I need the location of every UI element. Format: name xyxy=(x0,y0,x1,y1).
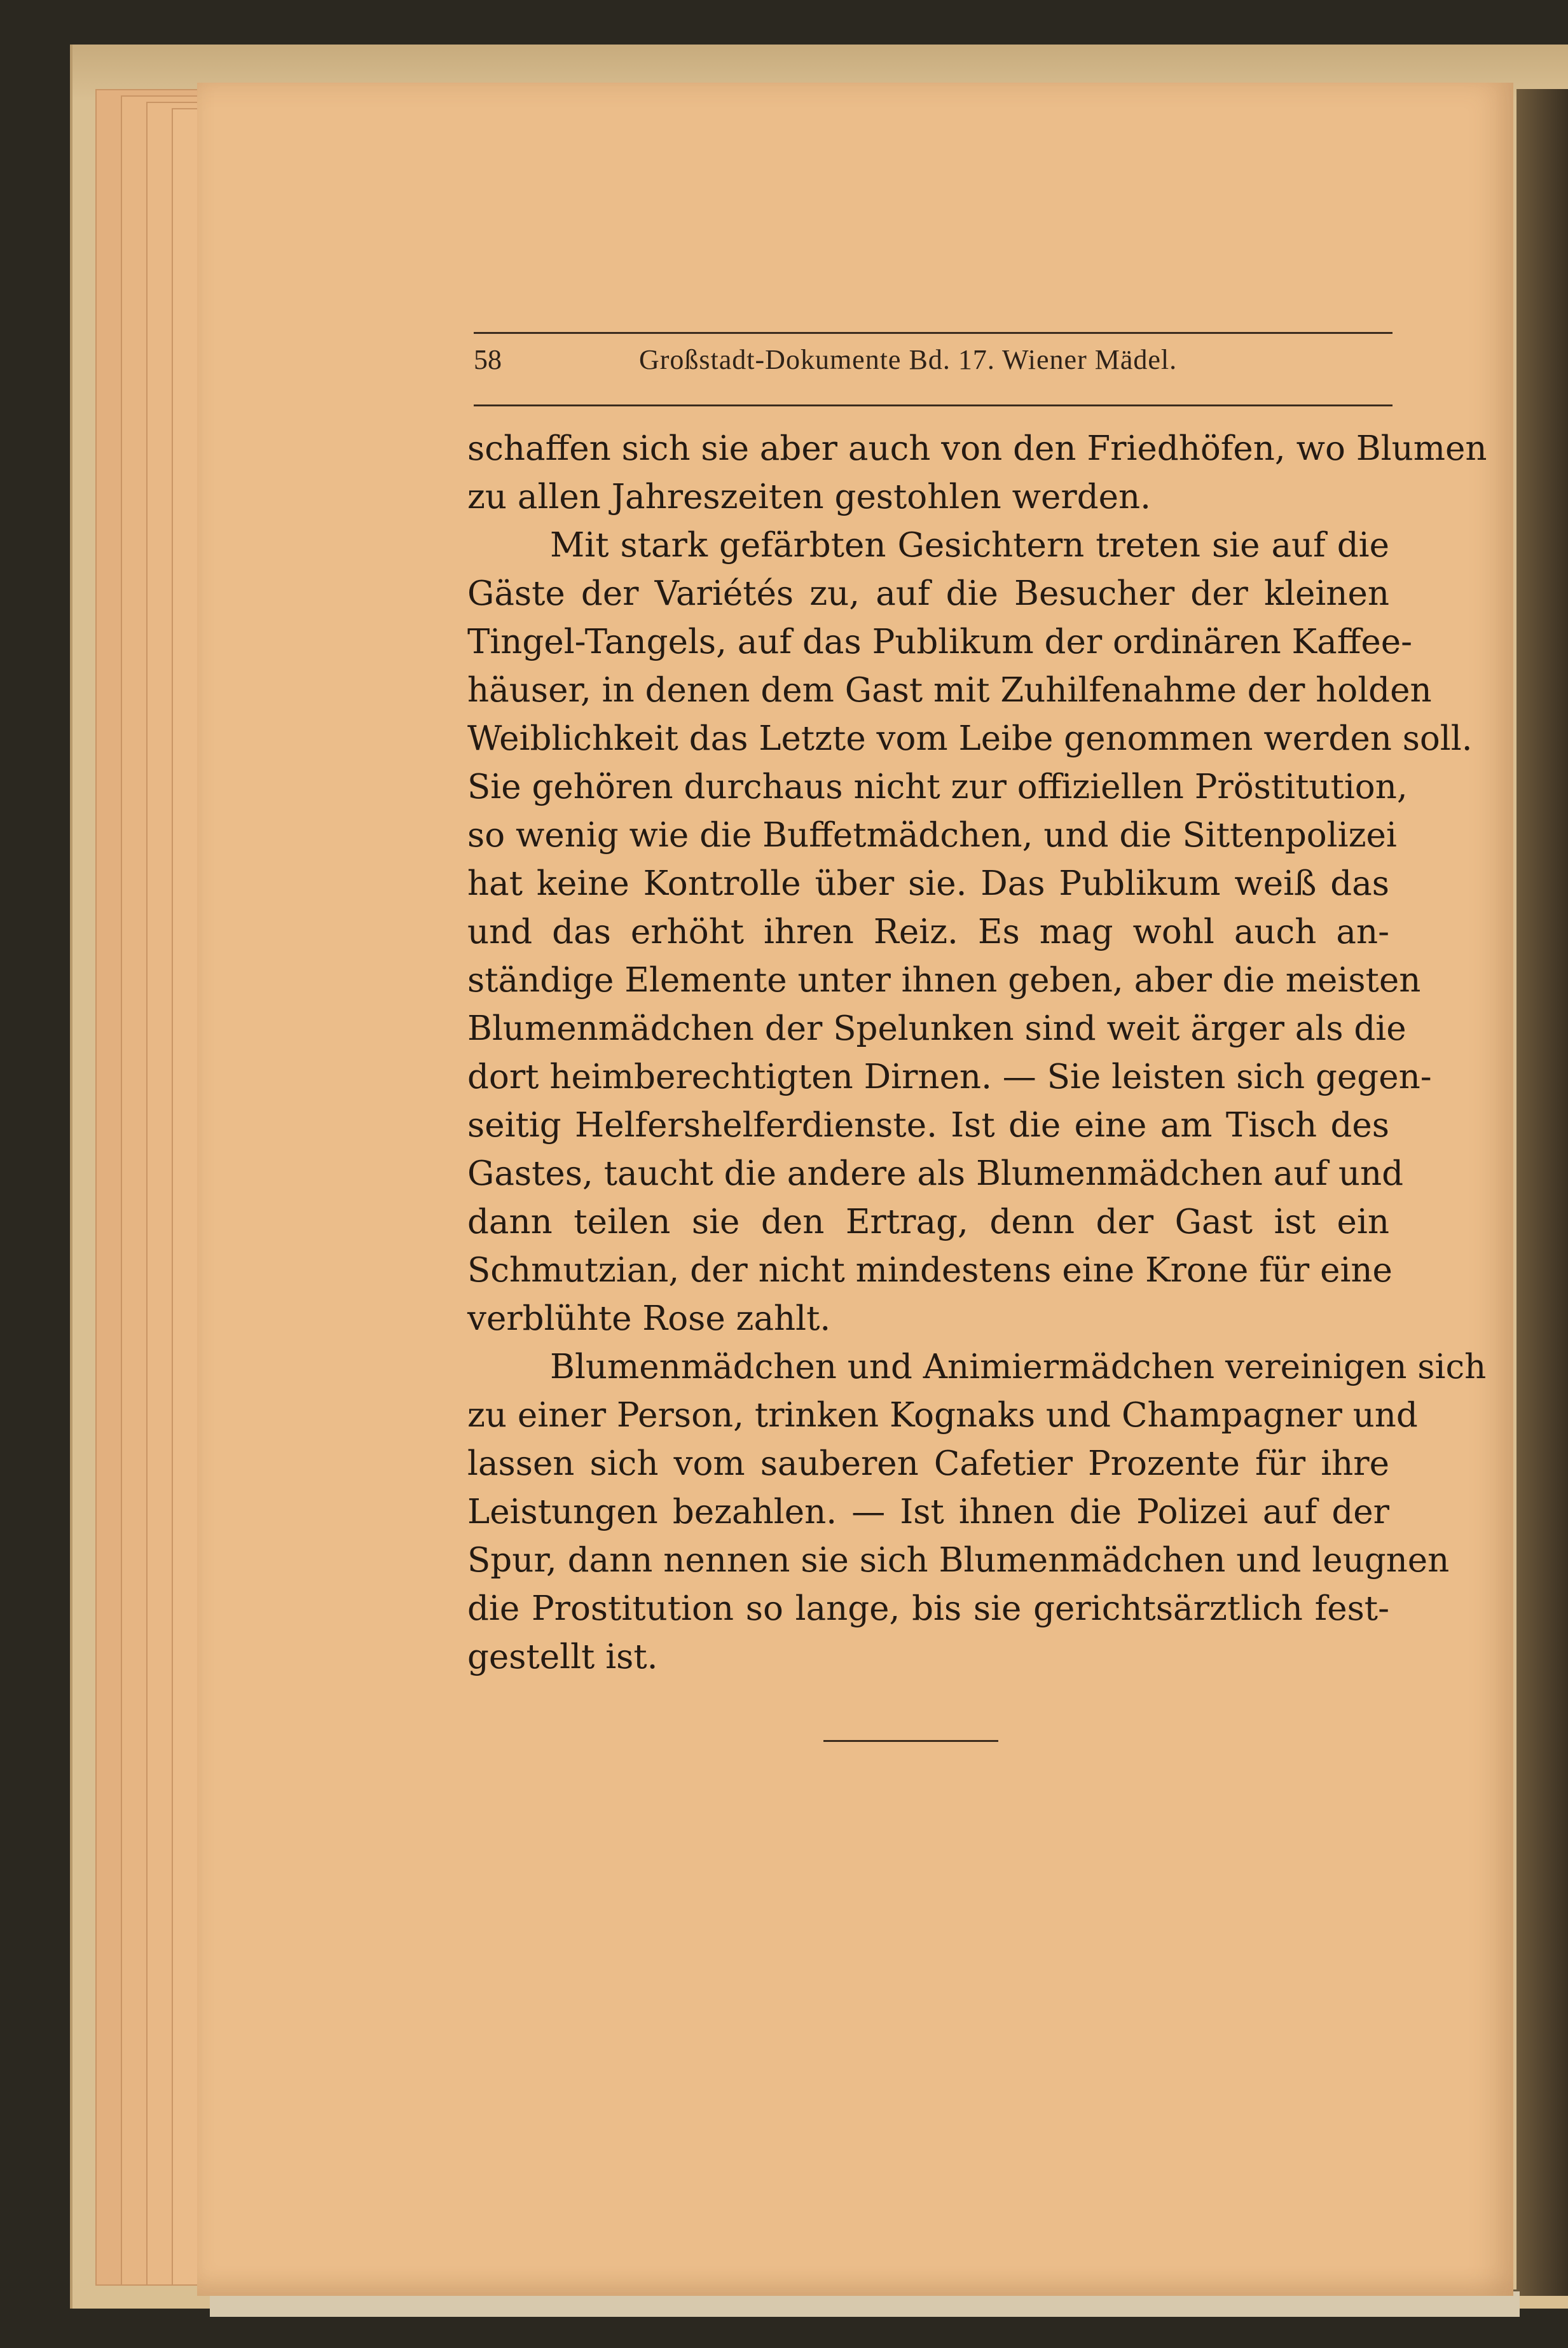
text-line: die Prostitution so lange, bis sie gerichtsärztlich fest- xyxy=(467,1589,1389,1628)
text-line: dort heimberechtigten Dirnen. — Sie leisten sich gegen- xyxy=(467,1058,1432,1096)
text-line: und das erhöht ihren Reiz. Es mag wohl auch an- xyxy=(467,913,1389,951)
text-line: Mit stark gefärbten Gesichtern treten sie auf die xyxy=(550,526,1389,565)
running-title: Großstadt-Dokumente Bd. 17. Wiener Mädel. xyxy=(639,344,1178,375)
binding-shadow xyxy=(1516,89,1568,2296)
text-line: Gäste der Variétés zu, auf die Besucher der kleinen xyxy=(467,574,1389,613)
text-line: Schmutzian, der nicht mindestens eine Krone für eine xyxy=(467,1251,1393,1290)
text-line: Gastes, taucht die andere als Blumenmädchen auf und xyxy=(467,1154,1404,1193)
text-line: Spur, dann nennen sie sich Blumenmädchen und leugnen xyxy=(467,1541,1450,1580)
page-number: 58 xyxy=(474,344,502,375)
text-line: lassen sich vom sauberen Cafetier Prozente für ihre xyxy=(467,1444,1389,1483)
text-line: Sie gehören durchaus nicht zur offiziellen Pröstitution, xyxy=(467,768,1408,806)
header-rule-top xyxy=(474,332,1393,334)
end-rule xyxy=(823,1740,998,1742)
text-line: seitig Helfershelferdienste. Ist die eine am Tisch des xyxy=(467,1106,1389,1145)
text-line: zu einer Person, trinken Kognaks und Champagner und xyxy=(467,1396,1418,1435)
text-line: hat keine Kontrolle über sie. Das Publikum weiß das xyxy=(467,864,1389,903)
text-line: Tingel-Tangels, auf das Publikum der ordinären Kaffee- xyxy=(467,623,1413,661)
text-line: dann teilen sie den Ertrag, denn der Gast ist ein xyxy=(467,1203,1389,1241)
text-line: Blumenmädchen der Spelunken sind weit ärger als die xyxy=(467,1009,1406,1048)
text-line: ständige Elemente unter ihnen geben, aber die meisten xyxy=(467,961,1421,1000)
text-line: Leistungen bezahlen. — Ist ihnen die Polizei auf der xyxy=(467,1493,1389,1531)
header-rule-bottom xyxy=(474,404,1393,406)
page-body xyxy=(467,425,1487,1682)
text-line: häuser, in denen dem Gast mit Zuhilfenahme der holden xyxy=(467,671,1432,710)
text-line: Weiblichkeit das Letzte vom Leibe genommen werden soll. xyxy=(467,719,1473,758)
text-line: Blumenmädchen und Animiermädchen vereinigen sich xyxy=(550,1348,1487,1386)
text-line: gestellt ist. xyxy=(467,1638,658,1676)
text-line: verblühte Rose zahlt. xyxy=(467,1299,831,1338)
text-line: schaffen sich sie aber auch von den Friedhöfen, wo Blumen xyxy=(467,429,1487,468)
text-line: zu allen Jahreszeiten gestohlen werden. xyxy=(467,478,1151,516)
text-line: so wenig wie die Buffetmädchen, und die Sittenpolizei xyxy=(467,816,1397,855)
